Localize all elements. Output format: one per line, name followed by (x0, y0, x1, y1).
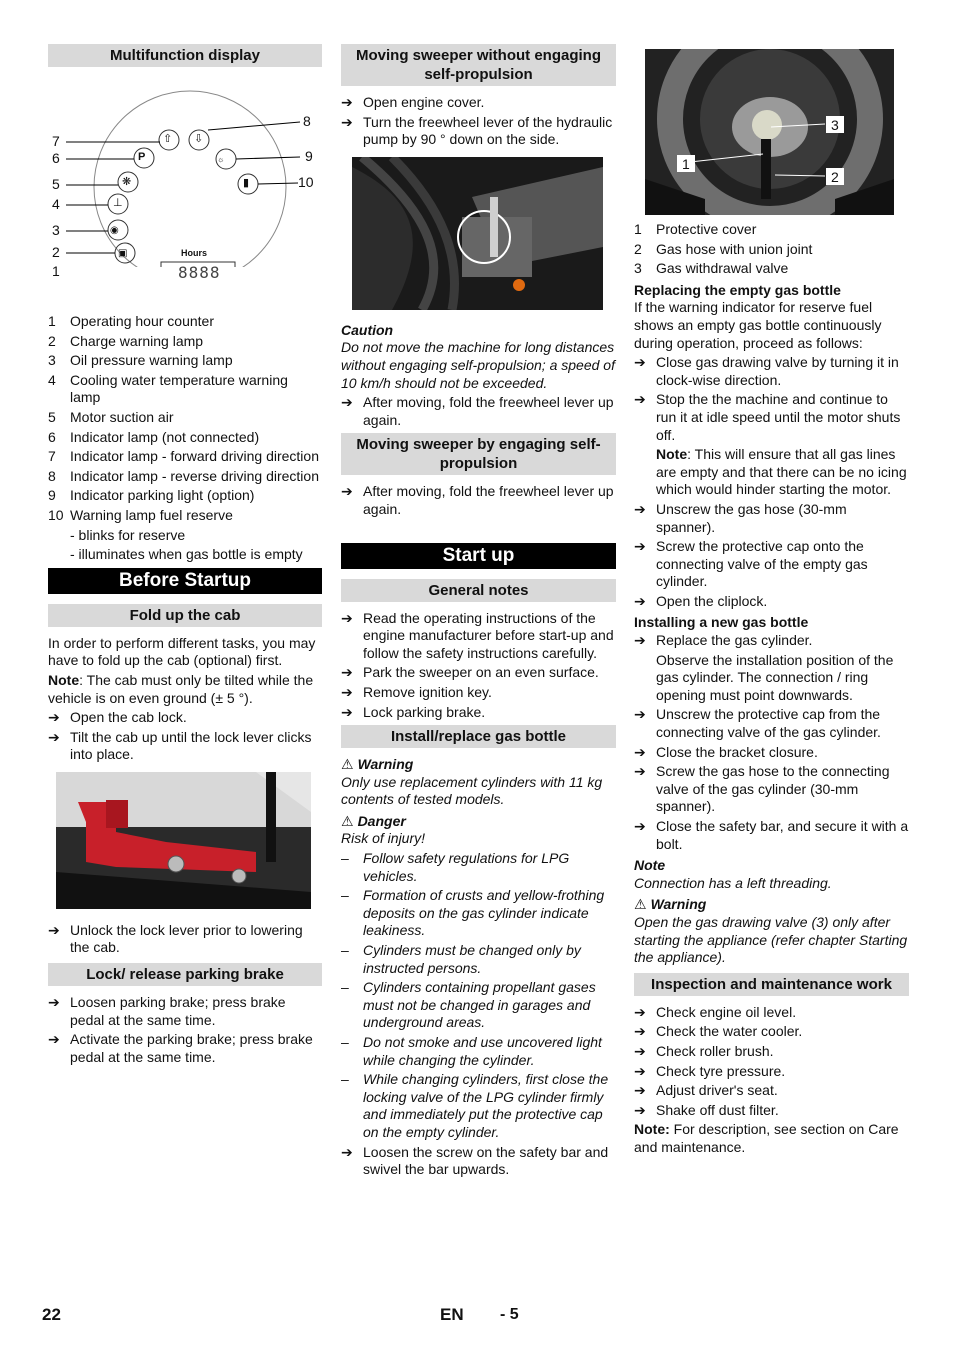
danger-list-item: – Follow safety regulations for LPG vehicles. (341, 850, 616, 885)
caution-label: Caution (341, 321, 394, 338)
step-item: ➔ Loosen the screw on the safety bar and swivel the bar upwards. (341, 1144, 616, 1179)
step-item: ➔ After moving, fold the freewheel lever up again. (341, 483, 616, 518)
parking-light-icon: ☼ (217, 155, 225, 164)
installing-detail: Observe the installation position of the gas cylinder. The connection / ring opening must point downwards. (656, 651, 894, 703)
callout-10: 10 (298, 174, 314, 190)
danger-list-item: – Cylinders containing propellant gases must not be changed in garages and underground areas. (341, 979, 616, 1032)
callout-5: 5 (52, 176, 60, 192)
step-item: ➔ Check tyre pressure. (634, 1063, 909, 1081)
step-item: ➔ Lock parking brake. (341, 704, 616, 722)
fold-cab-intro: In order to perform different tasks, you may have to fold up the cab (optional) first. (48, 634, 316, 669)
display-legend-list (48, 313, 322, 564)
note-text: Connection has a left threading. (634, 874, 832, 891)
section-heading-moving-with: Moving sweeper by engaging self-propulsion (341, 433, 616, 475)
warning-label: ⚠ Warning (634, 896, 707, 913)
parts-list-item: 2 Gas hose with union joint (634, 240, 813, 257)
replacing-intro: If the warning indicator for reserve fuel shows an empty gas bottle continuously during operation, proceed as follows: (634, 299, 882, 351)
step-item: ➔ Open the cab lock. (48, 709, 322, 727)
column-left (48, 44, 322, 1068)
hours-label: Hours (181, 248, 208, 258)
legend-item: 7 Indicator lamp - forward driving direction (48, 448, 319, 465)
warning-triangle-icon: ⚠ (634, 896, 647, 913)
step-item: ➔ Unscrew the gas hose (30-mm spanner). (634, 501, 909, 536)
language-code: EN (440, 1305, 464, 1324)
callout-2: 2 (52, 244, 60, 260)
gas-bottle-photo (645, 49, 894, 215)
callout-7: 7 (52, 133, 60, 149)
danger-list-item: – Formation of crusts and yellow-frothing deposits on the gas cylinder indicate leakiness. (341, 887, 616, 940)
step-item: ➔ Check the water cooler. (634, 1023, 909, 1041)
danger-label: ⚠ Danger (341, 812, 406, 829)
parts-list-item: 1 Protective cover (634, 221, 757, 237)
step-item: ➔ Check roller brush. (634, 1043, 909, 1061)
section-heading-general-notes: General notes (341, 579, 616, 602)
step-item: ➔ After moving, fold the freewheel lever up again. (341, 394, 616, 429)
section-heading-gas-bottle: Install/replace gas bottle (341, 725, 616, 748)
page-number: 22 (42, 1305, 61, 1324)
battery-icon: ▣ (118, 248, 128, 259)
step-item: ➔ Tilt the cab up until the lock lever clicks into place. (48, 729, 322, 764)
sub-page-number: - 5 (500, 1306, 519, 1323)
fold-cab-note: Note: The cab must only be tilted while the vehicle is on even ground (± 5 °). (48, 671, 314, 706)
legend-item: 2 Charge warning lamp (48, 332, 204, 349)
step-item: ➔ Loosen parking brake; press brake pedal at the same time. (48, 994, 322, 1029)
callout-8: 8 (303, 113, 311, 129)
chapter-heading-before-startup: Before Startup (48, 568, 322, 594)
legend-item: 6 Indicator lamp (not connected) (48, 428, 260, 445)
section-heading-multifunction-display: Multifunction display (48, 44, 322, 67)
step-item: ➔ Stop the the machine and continue to run it at idle speed until the motor shuts off. (634, 391, 909, 444)
step-item: ➔ Activate the parking brake; press brake pedal at the same time. (48, 1031, 322, 1066)
step-item: ➔ Read the operating instructions of the engine manufacturer before start-up and follow the safety instructions carefully. (341, 610, 616, 663)
oil-pressure-icon: ◉ (110, 225, 119, 236)
step-item: ➔ Shake off dust filter. (634, 1102, 909, 1120)
legend-item: 4 Cooling water temperature warning lamp (48, 371, 288, 406)
warning-text: Only use replacement cylinders with 11 kg contents of tested models. (341, 773, 603, 808)
section-heading-moving-without: Moving sweeper without engaging self-propulsion (341, 44, 616, 86)
photo-callout-3: 3 (831, 117, 839, 133)
reverse-arrow-icon: ⇩ (194, 133, 204, 145)
callout-6: 6 (52, 150, 60, 166)
section-heading-parking-brake: Lock/ release parking brake (48, 963, 322, 986)
step-item: ➔ Screw the gas hose to the connecting valve of the gas cylinder (30-mm spanner). (634, 763, 909, 816)
step-item: ➔ Close the bracket closure. (634, 744, 909, 762)
freewheel-lever-photo (352, 157, 603, 310)
step-item: ➔ Close the safety bar, and secure it with a bolt. (634, 818, 909, 853)
fuel-sub-item: - blinks for reserve (70, 526, 186, 543)
step-item: ➔ Unlock the lock lever prior to lowering the cab. (48, 922, 322, 957)
danger-list-item: – While changing cylinders, first close the locking valve of the LPG cylinder firmly and immediately put the protective cap on the empty cylinder. (341, 1071, 616, 1141)
column-right (634, 44, 909, 1159)
step-item: ➔ Turn the freewheel lever of the hydraulic pump by 90 ° down on the side. (341, 114, 616, 149)
warning-triangle-icon: ⚠ (341, 756, 354, 773)
legend-item: 3 Oil pressure warning lamp (48, 352, 233, 369)
note-label: Note (634, 857, 666, 874)
caution-text: Do not move the machine for long distances without engaging self-propulsion; a speed of 10 km/h should not be exceeded. (341, 339, 615, 391)
step-item: ➔ Replace the gas cylinder. (634, 632, 909, 650)
step-item: ➔ Park the sweeper on an even surface. (341, 664, 616, 682)
legend-item: 8 Indicator lamp - reverse driving direction (48, 467, 319, 484)
multifunction-display-diagram (48, 75, 322, 282)
legend-item: 9 Indicator parking light (option) (48, 487, 255, 504)
suction-air-icon: ❋ (122, 176, 132, 188)
legend-item: 1 Operating hour counter (48, 313, 214, 329)
step-item: ➔ Close gas drawing valve by turning it in clock-wise direction. (634, 354, 909, 389)
fuel-sub-item: - illuminates when gas bottle is empty (70, 546, 303, 563)
callout-4: 4 (52, 196, 60, 212)
replacing-note: Note: This will ensure that all gas lines are empty and that there can be no icing which would hinder starting the motor. (656, 446, 907, 498)
section-heading-inspection: Inspection and maintenance work (634, 973, 909, 996)
danger-list-item: – Do not smoke and use uncovered light while changing the cylinder. (341, 1034, 616, 1069)
step-item: ➔ Screw the protective cap onto the connecting valve of the empty gas cylinder. (634, 538, 909, 591)
callout-1: 1 (52, 263, 60, 279)
warning-text: Open the gas drawing valve (3) only after starting the appliance (refer chapter Starting the appliance). (634, 913, 908, 966)
section-heading-fold-cab: Fold up the cab (48, 604, 322, 627)
parts-list-item: 3 Gas withdrawal valve (634, 260, 789, 277)
forward-arrow-icon: ⇧ (163, 133, 173, 145)
display-diagram-svg (48, 75, 322, 267)
step-item: ➔ Unscrew the protective cap from the connecting valve of the gas cylinder. (634, 706, 909, 741)
warning-label: ⚠ Warning (341, 756, 414, 773)
step-item: ➔ Adjust driver's seat. (634, 1082, 909, 1100)
chapter-heading-start-up: Start up (341, 543, 616, 569)
warning-triangle-icon: ⚠ (341, 812, 354, 829)
parking-p-icon: P (138, 151, 146, 163)
column-middle (341, 44, 616, 1181)
danger-list-item: – Cylinders must be changed only by instructed persons. (341, 942, 616, 977)
callout-3: 3 (52, 222, 60, 238)
step-item: ➔ Remove ignition key. (341, 684, 616, 702)
hour-counter-digits: 8888 (178, 263, 221, 282)
legend-item: 5 Motor suction air (48, 408, 174, 425)
cab-lock-lever-photo (56, 772, 311, 909)
step-item: ➔ Open the cliplock. (634, 593, 909, 611)
subheading-installing: Installing a new gas bottle (634, 614, 809, 631)
callout-9: 9 (305, 148, 313, 164)
step-item: ➔ Open engine cover. (341, 94, 616, 112)
step-item: ➔ Check engine oil level. (634, 1004, 909, 1022)
subheading-replacing: Replacing the empty gas bottle (634, 281, 841, 298)
photo-callout-2: 2 (831, 169, 839, 185)
fuel-icon: ▮ (243, 177, 250, 189)
coolant-temp-icon: ⊥ (113, 197, 123, 209)
legend-item: 10 Warning lamp fuel reserve (48, 506, 233, 523)
danger-text: Risk of injury! (341, 830, 426, 847)
photo-callout-1: 1 (682, 156, 690, 172)
inspection-note: Note: For description, see section on Care and maintenance. (634, 1121, 899, 1155)
